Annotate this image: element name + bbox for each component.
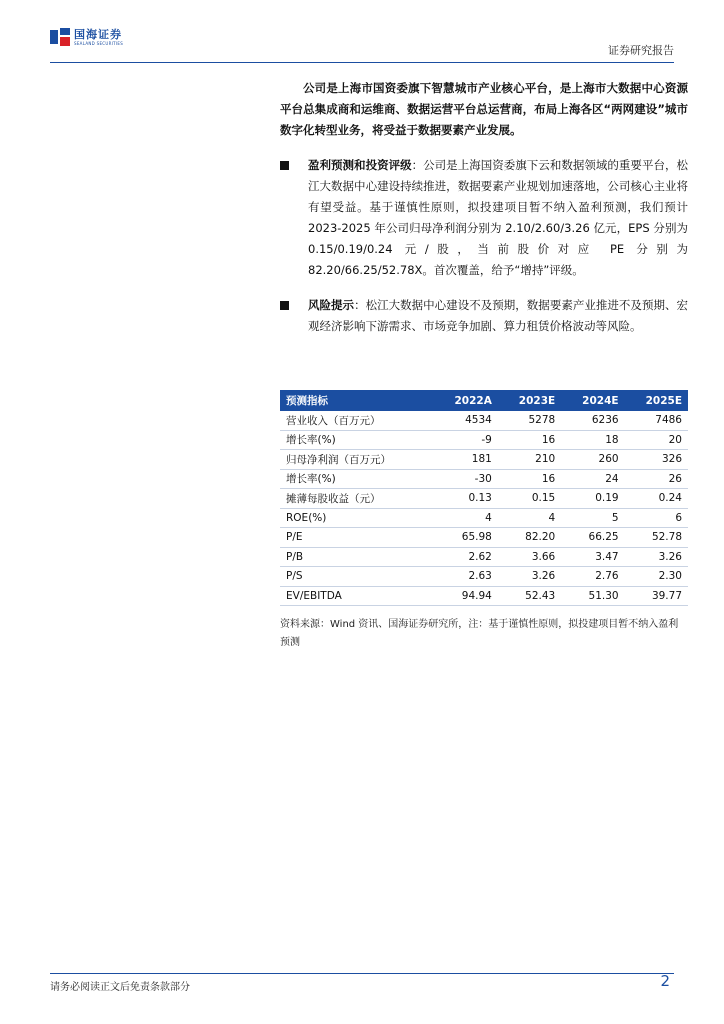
table-cell: 0.24 xyxy=(625,489,688,509)
table-row xyxy=(280,586,688,606)
summary-section xyxy=(280,78,688,337)
table-cell: 65.98 xyxy=(433,528,498,548)
table-cell: 326 xyxy=(625,450,688,470)
table-cell: 39.77 xyxy=(625,586,688,606)
footer-divider xyxy=(50,973,674,974)
table-cell: 16 xyxy=(498,430,561,450)
table-cell: -30 xyxy=(433,469,498,489)
table-cell: 0.13 xyxy=(433,489,498,509)
row-label: 增长率(%) xyxy=(280,430,433,450)
table-cell: 2.76 xyxy=(561,567,624,587)
table-cell: 0.19 xyxy=(561,489,624,509)
row-label: P/E xyxy=(280,528,433,548)
table-cell: 3.26 xyxy=(498,567,561,587)
risk-warning-bullet xyxy=(280,295,688,337)
header-cell: 预测指标 xyxy=(280,390,433,411)
table-row xyxy=(280,528,688,548)
row-label: 摊薄每股收益（元） xyxy=(280,489,433,509)
table-row xyxy=(280,430,688,450)
earnings-forecast-bullet xyxy=(280,155,688,281)
row-label: P/B xyxy=(280,547,433,567)
table-cell: 3.47 xyxy=(561,547,624,567)
table-cell: 4 xyxy=(433,508,498,528)
table-source-note: 资料来源：Wind 资讯、国海证券研究所，注：基于谨慎性原则，拟投建项目暂不纳入盈利预测 xyxy=(280,619,679,648)
page-header xyxy=(0,0,724,64)
table-cell: 4 xyxy=(498,508,561,528)
footer-disclaimer: 请务必阅读正文后免责条款部分 xyxy=(50,982,190,993)
row-label: 增长率(%) xyxy=(280,469,433,489)
forecast-table-section xyxy=(280,390,688,652)
company-logo xyxy=(50,28,123,46)
header-cell: 2023E xyxy=(498,390,561,411)
header-cell: 2024E xyxy=(561,390,624,411)
table-cell: 6236 xyxy=(561,411,624,430)
bullet-text: ：公司是上海国资委旗下云和数据领域的重要平台，松江大数据中心建设持续推进，数据要素产业规划加速落地，公司核心主业将有望受益。基于谨慎性原则，拟投建项目暂不纳入盈利预测，我们预计 2023-2025 年公司归母净利润分别为 2.10/2.60/3.26 亿元，EPS 分别为 0.15/0.19/0.24 元/股，当前股价对应 PE 分别为 82.20/66.25/52.78X。首次覆盖，给予“增持”评级。 xyxy=(308,158,688,277)
table-cell: 66.25 xyxy=(561,528,624,548)
table-header-row xyxy=(280,390,688,411)
table-row xyxy=(280,411,688,430)
header-cell: 2025E xyxy=(625,390,688,411)
table-row xyxy=(280,450,688,470)
forecast-table xyxy=(280,390,688,606)
row-label: 营业收入（百万元） xyxy=(280,411,433,430)
sealand-logo-icon xyxy=(50,28,70,46)
table-cell: 181 xyxy=(433,450,498,470)
table-cell: 18 xyxy=(561,430,624,450)
page-number: 2 xyxy=(660,972,670,990)
table-cell: 52.43 xyxy=(498,586,561,606)
table-cell: 16 xyxy=(498,469,561,489)
table-row xyxy=(280,489,688,509)
report-type-label: 证券研究报告 xyxy=(608,44,674,57)
header-divider xyxy=(50,62,674,63)
bullet-title: 盈利预测和投资评级 xyxy=(308,158,412,172)
row-label: 归母净利润（百万元） xyxy=(280,450,433,470)
logo-name-en: SEALAND SECURITIES xyxy=(74,40,124,46)
table-cell: 26 xyxy=(625,469,688,489)
row-label: EV/EBITDA xyxy=(280,586,433,606)
logo-name-cn: 国海证券 xyxy=(74,27,122,41)
table-row xyxy=(280,508,688,528)
row-label: ROE(%) xyxy=(280,508,433,528)
table-cell: 260 xyxy=(561,450,624,470)
bullet-title: 风险提示 xyxy=(308,298,355,312)
table-row xyxy=(280,547,688,567)
table-cell: 5 xyxy=(561,508,624,528)
header-cell: 2022A xyxy=(433,390,498,411)
table-cell: 51.30 xyxy=(561,586,624,606)
table-cell: 24 xyxy=(561,469,624,489)
table-cell: 7486 xyxy=(625,411,688,430)
table-cell: 5278 xyxy=(498,411,561,430)
table-cell: 3.66 xyxy=(498,547,561,567)
bullet-text: ：松江大数据中心建设不及预期，数据要素产业推进不及预期、宏观经济影响下游需求、市场竞争加剧、算力租赁价格波动等风险。 xyxy=(308,298,688,333)
table-cell: 3.26 xyxy=(625,547,688,567)
row-label: P/S xyxy=(280,567,433,587)
table-cell: 52.78 xyxy=(625,528,688,548)
table-cell: 6 xyxy=(625,508,688,528)
square-bullet-icon xyxy=(280,301,289,310)
table-row xyxy=(280,469,688,489)
table-cell: 20 xyxy=(625,430,688,450)
table-cell: 82.20 xyxy=(498,528,561,548)
table-cell: 2.30 xyxy=(625,567,688,587)
intro-paragraph: 公司是上海市国资委旗下智慧城市产业核心平台，是上海市大数据中心资源平台总集成商和运维商、数据运营平台总运营商，布局上海各区“两网建设”城市数字化转型业务，将受益于数据要素产业发展。 xyxy=(280,81,688,137)
table-cell: 210 xyxy=(498,450,561,470)
table-cell: 94.94 xyxy=(433,586,498,606)
square-bullet-icon xyxy=(280,161,289,170)
table-cell: 0.15 xyxy=(498,489,561,509)
table-cell: 2.63 xyxy=(433,567,498,587)
table-cell: 2.62 xyxy=(433,547,498,567)
table-cell: 4534 xyxy=(433,411,498,430)
table-cell: -9 xyxy=(433,430,498,450)
table-row xyxy=(280,567,688,587)
